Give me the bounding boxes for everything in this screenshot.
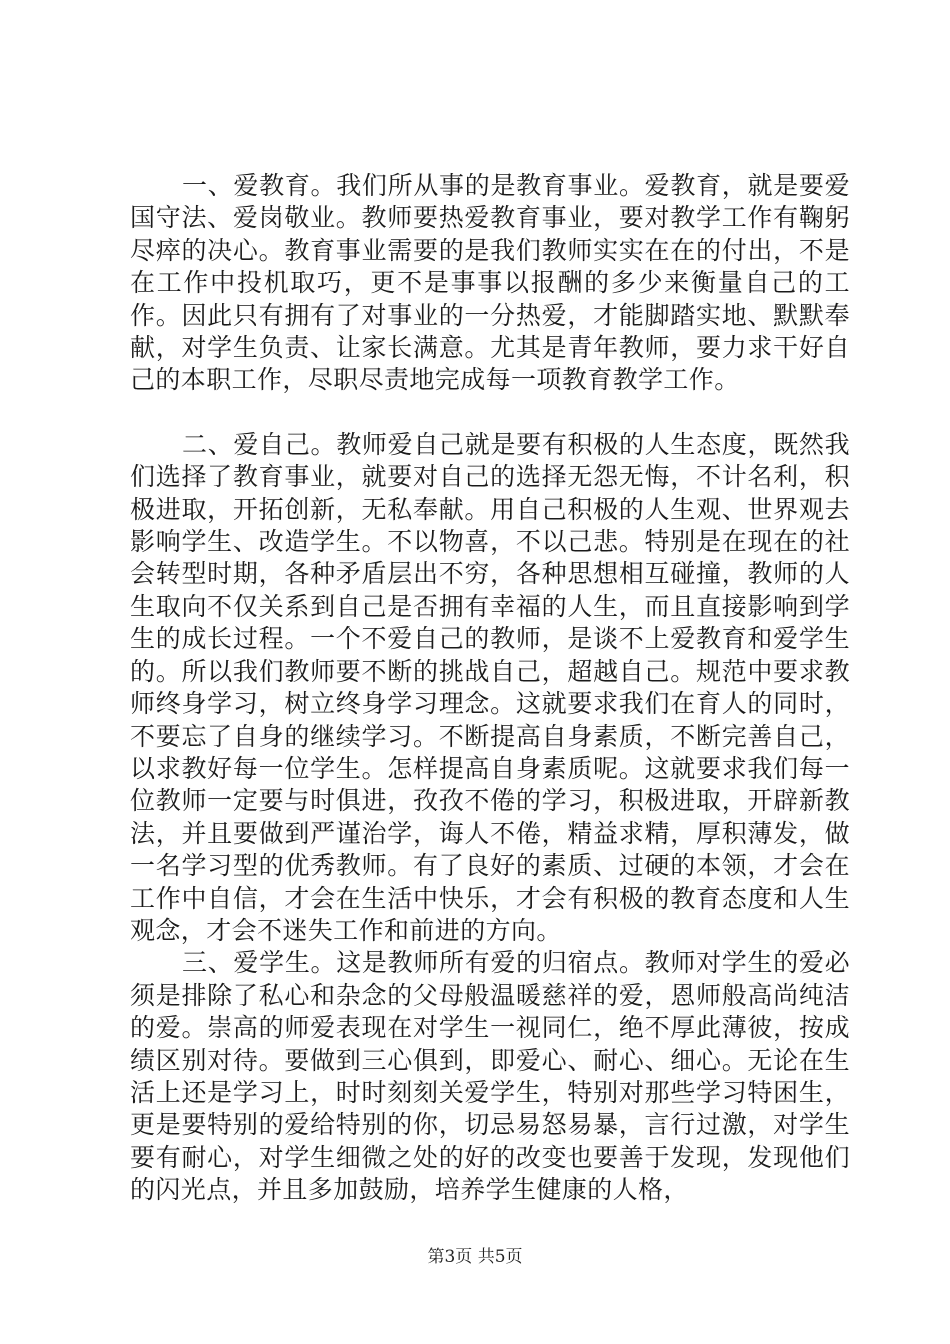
document-body xyxy=(130,170,850,1207)
paragraph-love-students: 三、爱学生。这是教师所有爱的归宿点。教师对学生的爱必须是排除了私心和杂念的父母般温暖慈祥的爱，恩师般高尚纯洁的爱。崇高的师爱表现在对学生一视同仁，绝不厚此薄彼，按成绩区别对待。要做到三心俱到，即爱心、耐心、细心。无论在生活上还是学习上，时时刻刻关爱学生，特别对那些学习特困生，更是要特别的爱给特别的你，切忌易怒易暴，言行过激，对学生要有耐心，对学生细微之处的好的改变也要善于发现，发现他们的闪光点，并且多加鼓励，培养学生健康的人格， xyxy=(130,948,850,1205)
paragraph-love-education: 一、爱教育。我们所从事的是教育事业。爱教育，就是要爱国守法、爱岗敬业。教师要热爱教育事业，要对教学工作有鞠躬尽瘁的决心。教育事业需要的是我们教师实实在在的付出，不是在工作中投机取巧，更不是事事以报酬的多少来衡量自己的工作。因此只有拥有了对事业的一分热爱，才能脚踏实地、默默奉献，对学生负责、让家长满意。尤其是青年教师，要力求干好自己的本职工作，尽职尽责地完成每一项教育教学工作。 xyxy=(130,171,850,395)
paragraph-love-self: 二、爱自己。教师爱自己就是要有积极的人生态度，既然我们选择了教育事业，就要对自己的选择无怨无悔，不计名利，积极进取，开拓创新，无私奉献。用自己积极的人生观、世界观去影响学生、改造学生。不以物喜，不以己悲。特别是在现在的社会转型时期，各种矛盾层出不穷，各种思想相互碰撞，教师的人生取向不仅关系到自己是否拥有幸福的人生，而且直接影响到学生的成长过程。一个不爱自己的教师，是谈不上爱教育和爱学生的。所以我们教师要不断的挑战自己，超越自己。规范中要求教师终身学习，树立终身学习理念。这就要求我们在育人的同时，不要忘了自身的继续学习。不断提高自身素质，不断完善自己，以求教好每一位学生。怎样提高自身素质呢。这就要求我们每一位教师一定要与时俱进，孜孜不倦的学习，积极进取，开辟新教法，并且要做到严谨治学，诲人不倦，精益求精，厚积薄发，做一名学习型的优秀教师。有了良好的素质、过硬的本领，才会在工作中自信，才会在生活中快乐，才会有积极的教育态度和人生观念，才会不迷失工作和前进的方向。 xyxy=(130,429,850,945)
page-number-footer: 第3页 共5页 xyxy=(427,1247,523,1267)
